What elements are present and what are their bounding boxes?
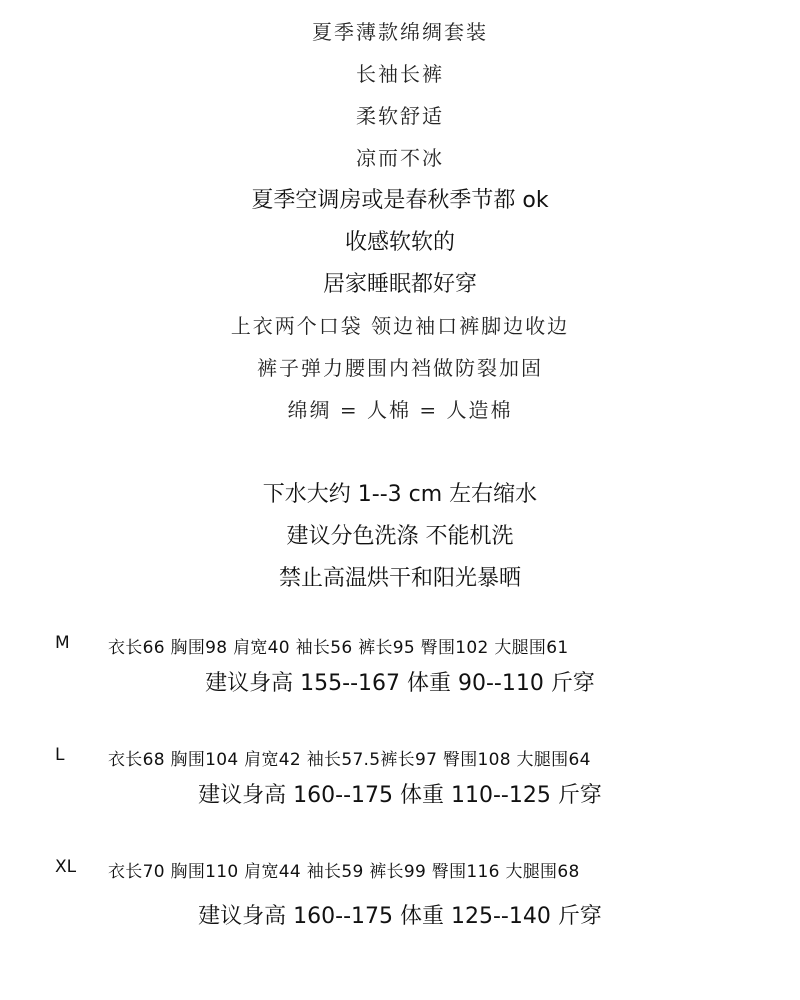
size-label: XL bbox=[55, 857, 77, 877]
detail-pockets: 上衣两个口袋 领边袖口裤脚边收边 bbox=[230, 314, 570, 338]
care-wash: 建议分色洗涤 不能机洗 bbox=[286, 524, 514, 549]
size-row-xl bbox=[0, 857, 800, 887]
size-measurements: 衣长68 胸围104 肩宽42 袖长57.5裤长97 臀围108 大腿围64 bbox=[108, 750, 591, 770]
intro-line-soft: 柔软舒适 bbox=[356, 104, 444, 128]
intro-line-cool: 凉而不冰 bbox=[356, 146, 444, 170]
highlight-home: 居家睡眠都好穿 bbox=[322, 272, 477, 297]
intro-title: 夏季薄款绵绸套装 bbox=[312, 20, 488, 44]
detail-material: 绵绸 = 人棉 = 人造棉 bbox=[287, 398, 513, 422]
highlight-soft: 收感软软的 bbox=[344, 230, 455, 255]
highlight-season: 夏季空调房或是春秋季节都 ok bbox=[251, 188, 549, 213]
size-label: M bbox=[55, 633, 70, 653]
size-label: L bbox=[55, 745, 65, 765]
size-advice-l: 建议身高 160--175 体重 110--125 斤穿 bbox=[198, 783, 602, 808]
intro-line-sleeves: 长袖长裤 bbox=[356, 62, 444, 86]
care-dry: 禁止高温烘干和阳光暴晒 bbox=[278, 566, 521, 591]
size-row-m bbox=[0, 633, 800, 663]
size-advice-m: 建议身高 155--167 体重 90--110 斤穿 bbox=[205, 671, 595, 696]
size-advice-xl: 建议身高 160--175 体重 125--140 斤穿 bbox=[198, 904, 602, 929]
size-measurements: 衣长70 胸围110 肩宽44 袖长59 裤长99 臀围116 大腿围68 bbox=[108, 862, 580, 882]
size-measurements: 衣长66 胸围98 肩宽40 袖长56 裤长95 臀围102 大腿围61 bbox=[108, 638, 569, 658]
size-row-l bbox=[0, 745, 800, 775]
care-shrink: 下水大约 1--3 cm 左右缩水 bbox=[262, 482, 538, 507]
detail-waist: 裤子弹力腰围内裆做防裂加固 bbox=[257, 356, 543, 380]
